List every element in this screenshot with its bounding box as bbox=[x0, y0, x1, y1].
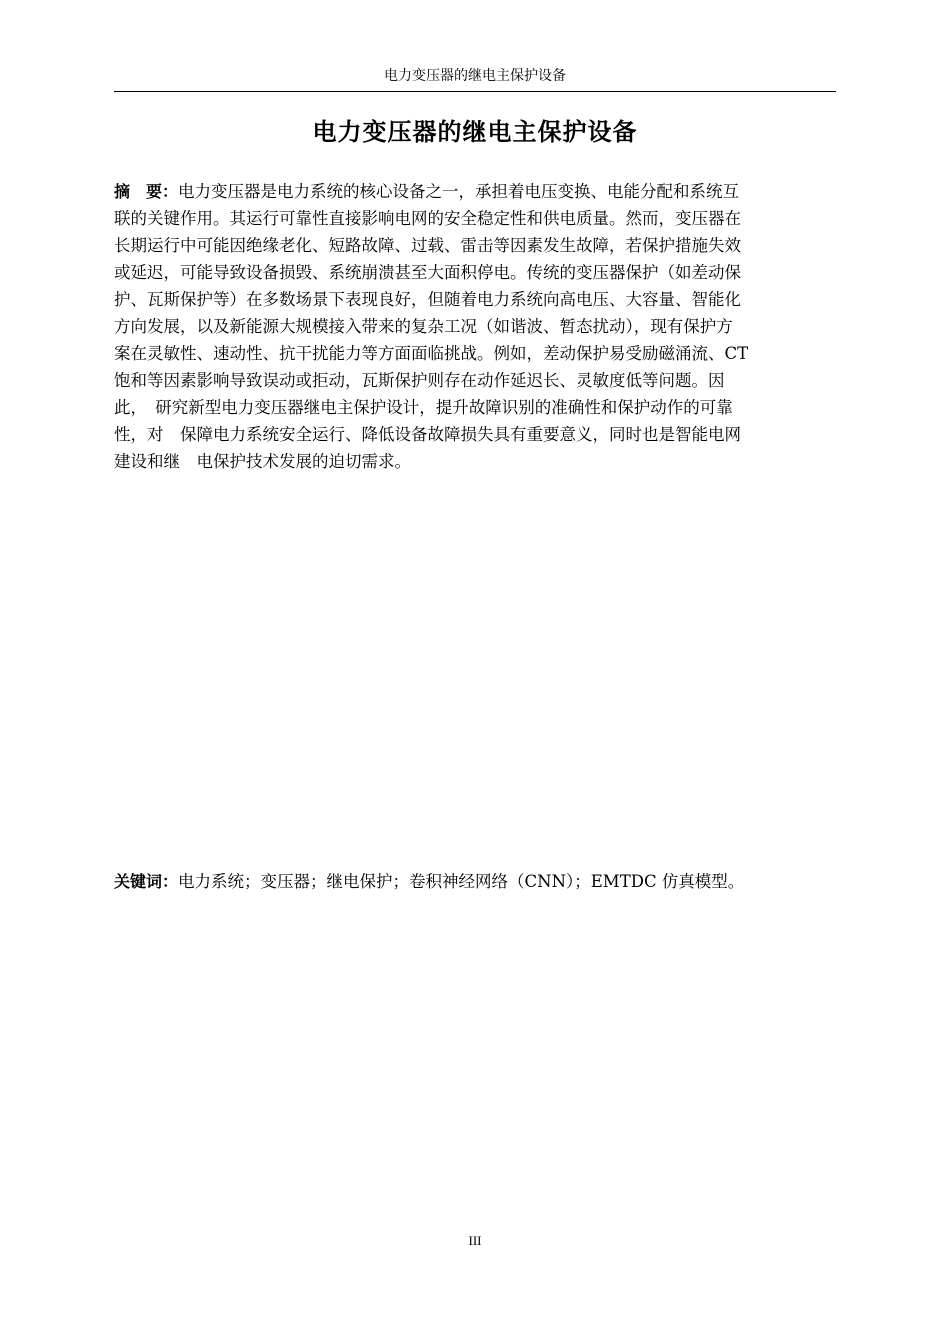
abstract-line-9: 此， 研究新型电力变压器继电主保护设计，提升故障识别的准确性和保护动作的可靠 bbox=[114, 398, 733, 417]
abstract-line-4: 或延迟，可能导致设备损毁、系统崩溃甚至大面积停电。传统的变压器保护（如差动保 bbox=[114, 263, 741, 282]
running-header: 电力变压器的继电主保护设备 bbox=[384, 68, 566, 84]
abstract-line-5: 护、瓦斯保护等）在多数场景下表现良好，但随着电力系统向高电压、大容量、智能化 bbox=[114, 290, 741, 309]
abstract-line-6: 方向发展，以及新能源大规模接入带来的复杂工况（如谐波、暂态扰动），现有保护方 bbox=[114, 317, 733, 336]
abstract-line-3: 长期运行中可能因绝缘老化、短路故障、过载、雷击等因素发生故障，若保护措施失效 bbox=[114, 236, 741, 255]
abstract-text: 电力变压器是电力系统的核心设备之一，承担着电压变换、电能分配和系统互 bbox=[178, 182, 740, 201]
abstract-line-1 bbox=[114, 178, 836, 205]
abstract-label: 摘 要： bbox=[114, 182, 179, 201]
abstract-line-11: 建设和继 电保护技术发展的迫切需求。 bbox=[114, 452, 411, 471]
abstract-section bbox=[114, 178, 836, 475]
keywords-label: 关键词： bbox=[114, 872, 179, 891]
abstract-line-7: 案在灵敏性、速动性、抗干扰能力等方面面临挑战。例如，差动保护易受励磁涌流、CT bbox=[114, 344, 749, 363]
document-title: 电力变压器的继电主保护设备 bbox=[312, 118, 638, 146]
abstract-line-10: 性，对 保障电力系统安全运行、降低设备故障损失具有重要意义，同时也是智能电网 bbox=[114, 425, 741, 444]
page-number: III bbox=[468, 1233, 482, 1248]
keywords-line bbox=[114, 868, 854, 896]
keywords-text: 电力系统；变压器；继电保护；卷积神经网络（CNN）；EMTDC 仿真模型。 bbox=[178, 872, 745, 891]
abstract-line-2: 联的关键作用。其运行可靠性直接影响电网的安全稳定性和供电质量。然而，变压器在 bbox=[114, 209, 741, 228]
abstract-line-8: 饱和等因素影响导致误动或拒动，瓦斯保护则存在动作延迟长、灵敏度低等问题。因 bbox=[114, 371, 725, 390]
header-divider bbox=[114, 91, 836, 92]
